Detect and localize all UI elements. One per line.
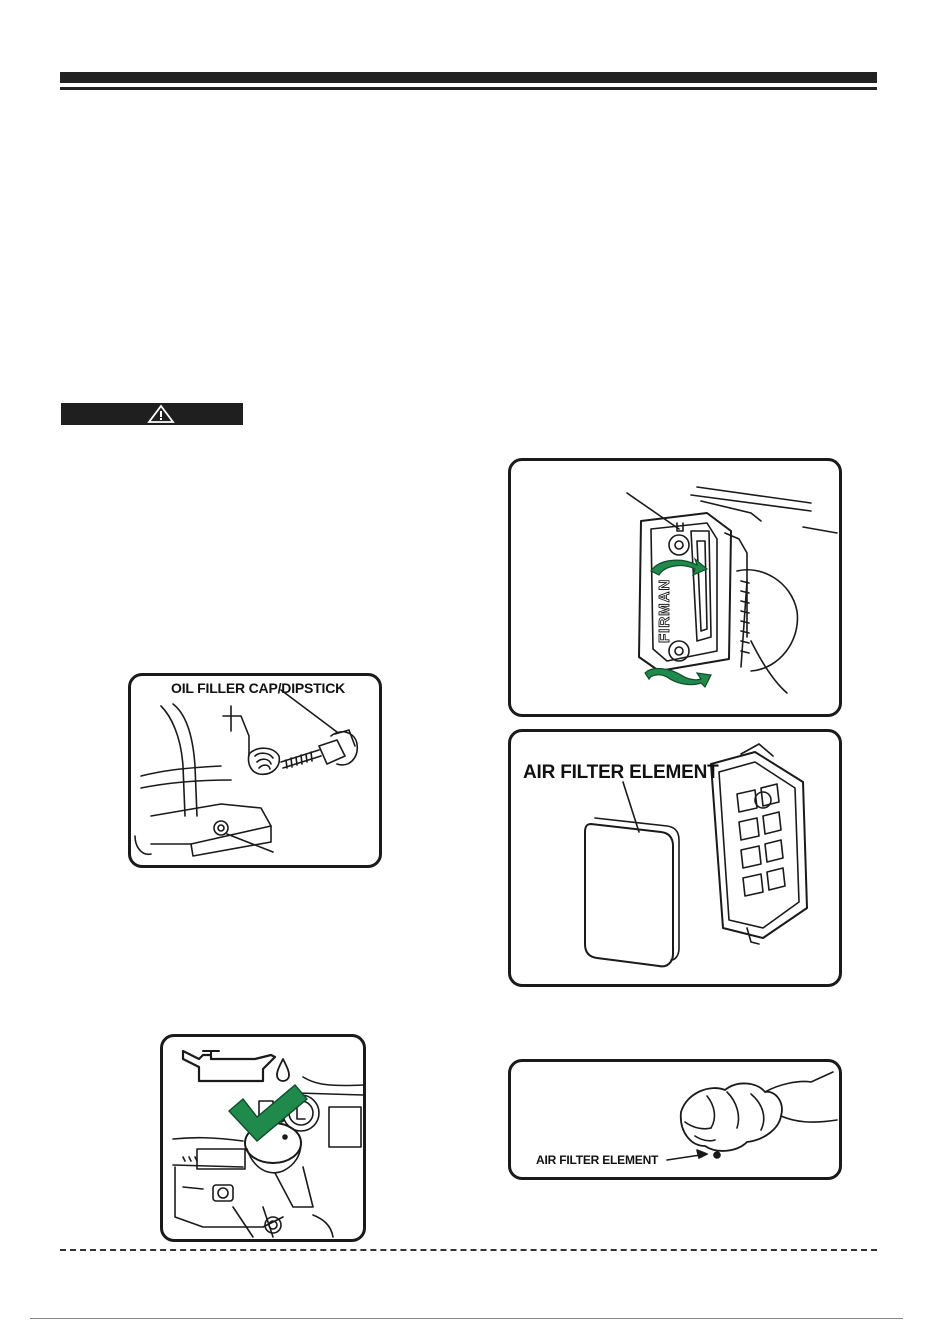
warning-bar: [61, 403, 243, 425]
figure-squeeze-filter: [508, 1059, 842, 1180]
figure-oil-filler-cap: [128, 673, 382, 868]
oil-fill-drawing: [163, 1037, 363, 1239]
footer-rule: [30, 1318, 903, 1319]
engine-oil-filler-drawing: [131, 676, 379, 865]
air-cleaner-cover-drawing: [511, 461, 839, 714]
air-filter-element-label: AIR FILTER ELEMENT: [523, 762, 719, 783]
warning-triangle-icon: [61, 403, 243, 425]
rotate-arrow-icon-lower: [645, 669, 711, 687]
squeeze-filter-label: AIR FILTER ELEMENT: [536, 1153, 659, 1167]
header-rule-thick: [60, 72, 877, 83]
header-rule-thin: [60, 87, 877, 90]
oil-can-icon: [183, 1051, 275, 1081]
firman-brand-text: FIRMAN: [656, 578, 673, 643]
oil-drop-icon: [277, 1059, 289, 1081]
green-checkmark-icon: [229, 1085, 307, 1141]
footer-dashed-rule: [60, 1249, 877, 1251]
figure-air-filter-element: [508, 729, 842, 987]
rotate-arrow-icon: [651, 559, 707, 575]
figure-air-cleaner-cover: [508, 458, 842, 717]
oil-filler-cap-label: OIL FILLER CAP/DIPSTICK: [171, 680, 346, 696]
figure-oil-fill: [160, 1034, 366, 1242]
